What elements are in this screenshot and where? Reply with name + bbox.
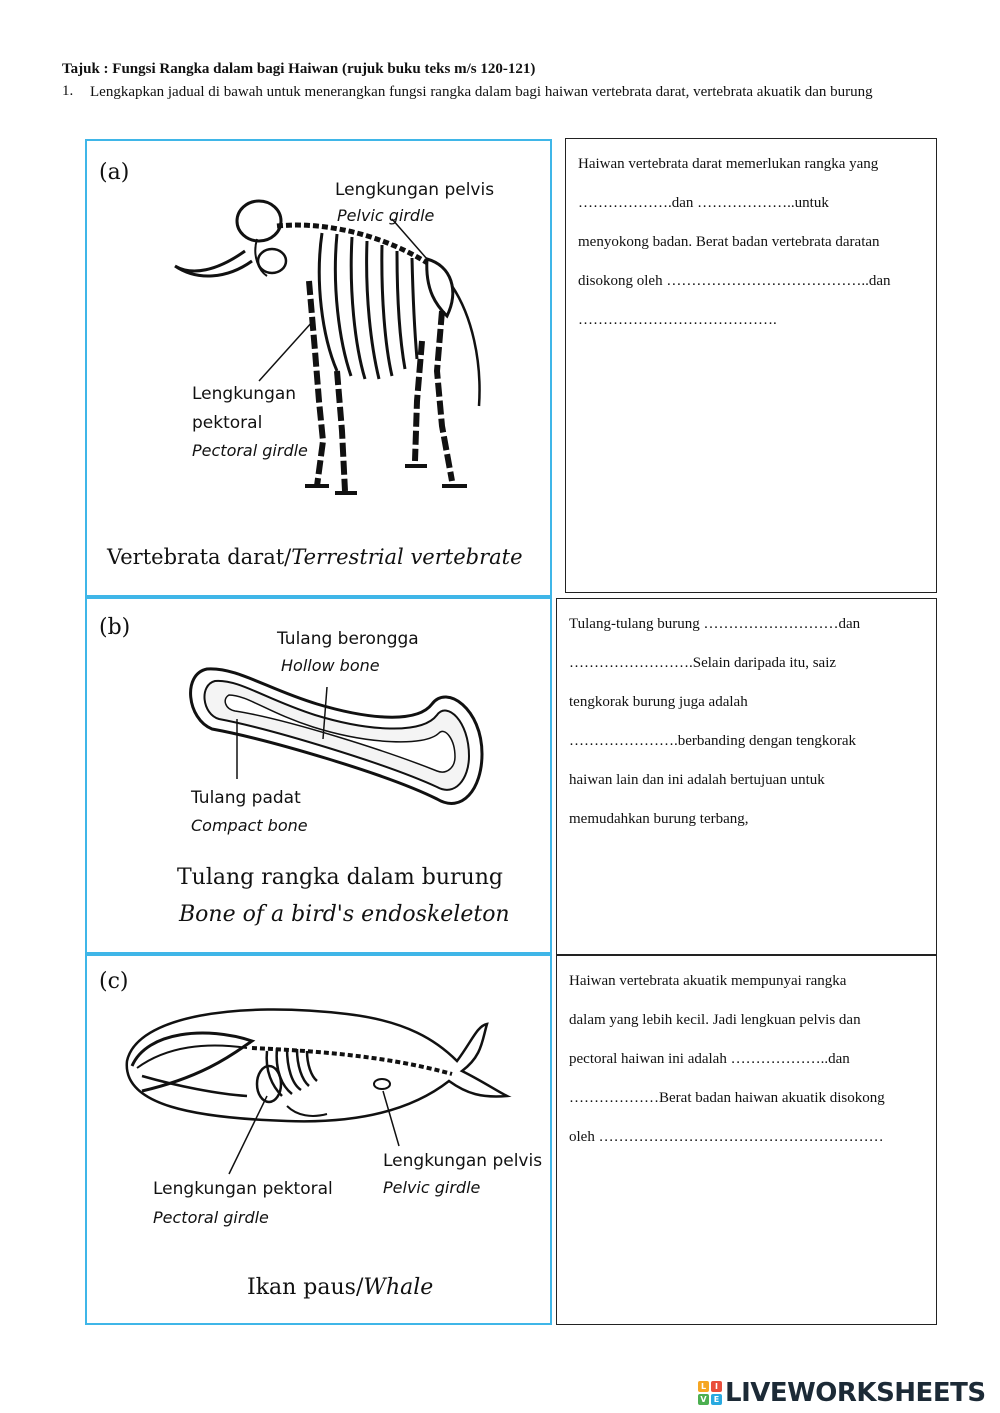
logo-grid-icon: [698, 1381, 722, 1405]
panel-label-a: (a): [99, 160, 130, 185]
logo-letter: E: [711, 1394, 722, 1405]
label-hollow-en: Hollow bone: [281, 656, 380, 675]
panel-label-b: (b): [99, 615, 131, 640]
liveworksheets-logo[interactable]: [698, 1378, 986, 1408]
answer-line: haiwan lain dan ini adalah bertujuan untuk: [569, 772, 825, 788]
figure-terrestrial-vertebrate: [85, 139, 552, 597]
caption-c-ms: Ikan paus/: [247, 1275, 364, 1300]
answer-line: Tulang-tulang burung ………………………dan: [569, 616, 861, 632]
label-pelvis-en-c: Pelvic girdle: [383, 1178, 481, 1197]
instruction-number: 1.: [62, 83, 74, 99]
caption-a-en: Terrestrial vertebrate: [291, 545, 523, 569]
answer-line: tengkorak burung juga adalah: [569, 694, 748, 710]
label-hollow-ms: Tulang berongga: [277, 629, 419, 649]
caption-b-en: Bone of a bird's endoskeleton: [179, 902, 510, 927]
answer-box-terrestrial: [565, 138, 937, 593]
answer-box-bird: [556, 598, 937, 955]
label-pectoral-en-a: Pectoral girdle: [192, 441, 308, 460]
label-pelvis-ms-a: Lengkungan pelvis: [335, 180, 495, 200]
logo-letter: L: [698, 1381, 709, 1392]
answer-line: disokong oleh …………………………………..dan: [578, 273, 891, 289]
answer-line: Haiwan vertebrata akuatik mempunyai rangka: [569, 973, 847, 989]
hollow-bone-illustration: [191, 669, 482, 804]
label-pectoral-ms-c: Lengkungan pektoral: [153, 1179, 333, 1199]
label-pelvis-en-a: Pelvic girdle: [337, 206, 435, 225]
caption-b-ms: Tulang rangka dalam burung: [177, 865, 503, 890]
answer-line: pectoral haiwan ini adalah ………………..dan: [569, 1051, 850, 1067]
label-pectoral-ms-a-1: Lengkungan: [192, 384, 297, 404]
worksheet-title: Tajuk : Fungsi Rangka dalam bagi Haiwan (rujuk buku teks m/s 120-121): [62, 61, 536, 77]
answer-box-aquatic: [556, 955, 937, 1325]
logo-letter: V: [698, 1394, 709, 1405]
answer-line: …………………….Selain daripada itu, saiz: [569, 655, 837, 671]
answer-line: ………………………………….: [578, 312, 777, 328]
whale-skeleton-illustration: [127, 1009, 507, 1174]
logo-letter: I: [711, 1381, 722, 1392]
figure-bird-bone: [85, 597, 552, 954]
answer-line: oleh …………………………………………………: [569, 1129, 884, 1145]
label-compact-ms: Tulang padat: [191, 788, 301, 808]
instruction-text: Lengkapkan jadual di bawah untuk menerangkan fungsi rangka dalam bagi haiwan vertebrata darat, vertebrata akuatik dan burung: [90, 84, 873, 100]
answer-line: memudahkan burung terbang,: [569, 811, 749, 827]
label-compact-en: Compact bone: [191, 816, 308, 835]
label-pelvis-ms-c: Lengkungan pelvis: [383, 1151, 543, 1171]
answer-line: Haiwan vertebrata darat memerlukan rangka yang: [578, 156, 879, 172]
label-pectoral-ms-a-2: pektoral: [192, 413, 263, 433]
answer-line: ………………….berbanding dengan tengkorak: [569, 733, 857, 749]
caption-a-ms: Vertebrata darat/: [107, 545, 292, 569]
caption-c: [247, 1275, 433, 1300]
caption-a: [106, 545, 523, 569]
answer-line: menyokong badan. Berat badan vertebrata daratan: [578, 234, 880, 250]
answer-line: ………………Berat badan haiwan akuatik disokong: [569, 1090, 885, 1106]
figure-whale: [85, 954, 552, 1325]
answer-line: ……………….dan ………………..untuk: [578, 195, 829, 211]
caption-c-en: Whale: [363, 1275, 434, 1300]
logo-text: LIVEWORKSHEETS: [725, 1378, 986, 1408]
answer-line: dalam yang lebih kecil. Jadi lengkuan pelvis dan: [569, 1012, 861, 1028]
label-pectoral-en-c: Pectoral girdle: [153, 1208, 269, 1227]
panel-label-c: (c): [99, 969, 129, 994]
